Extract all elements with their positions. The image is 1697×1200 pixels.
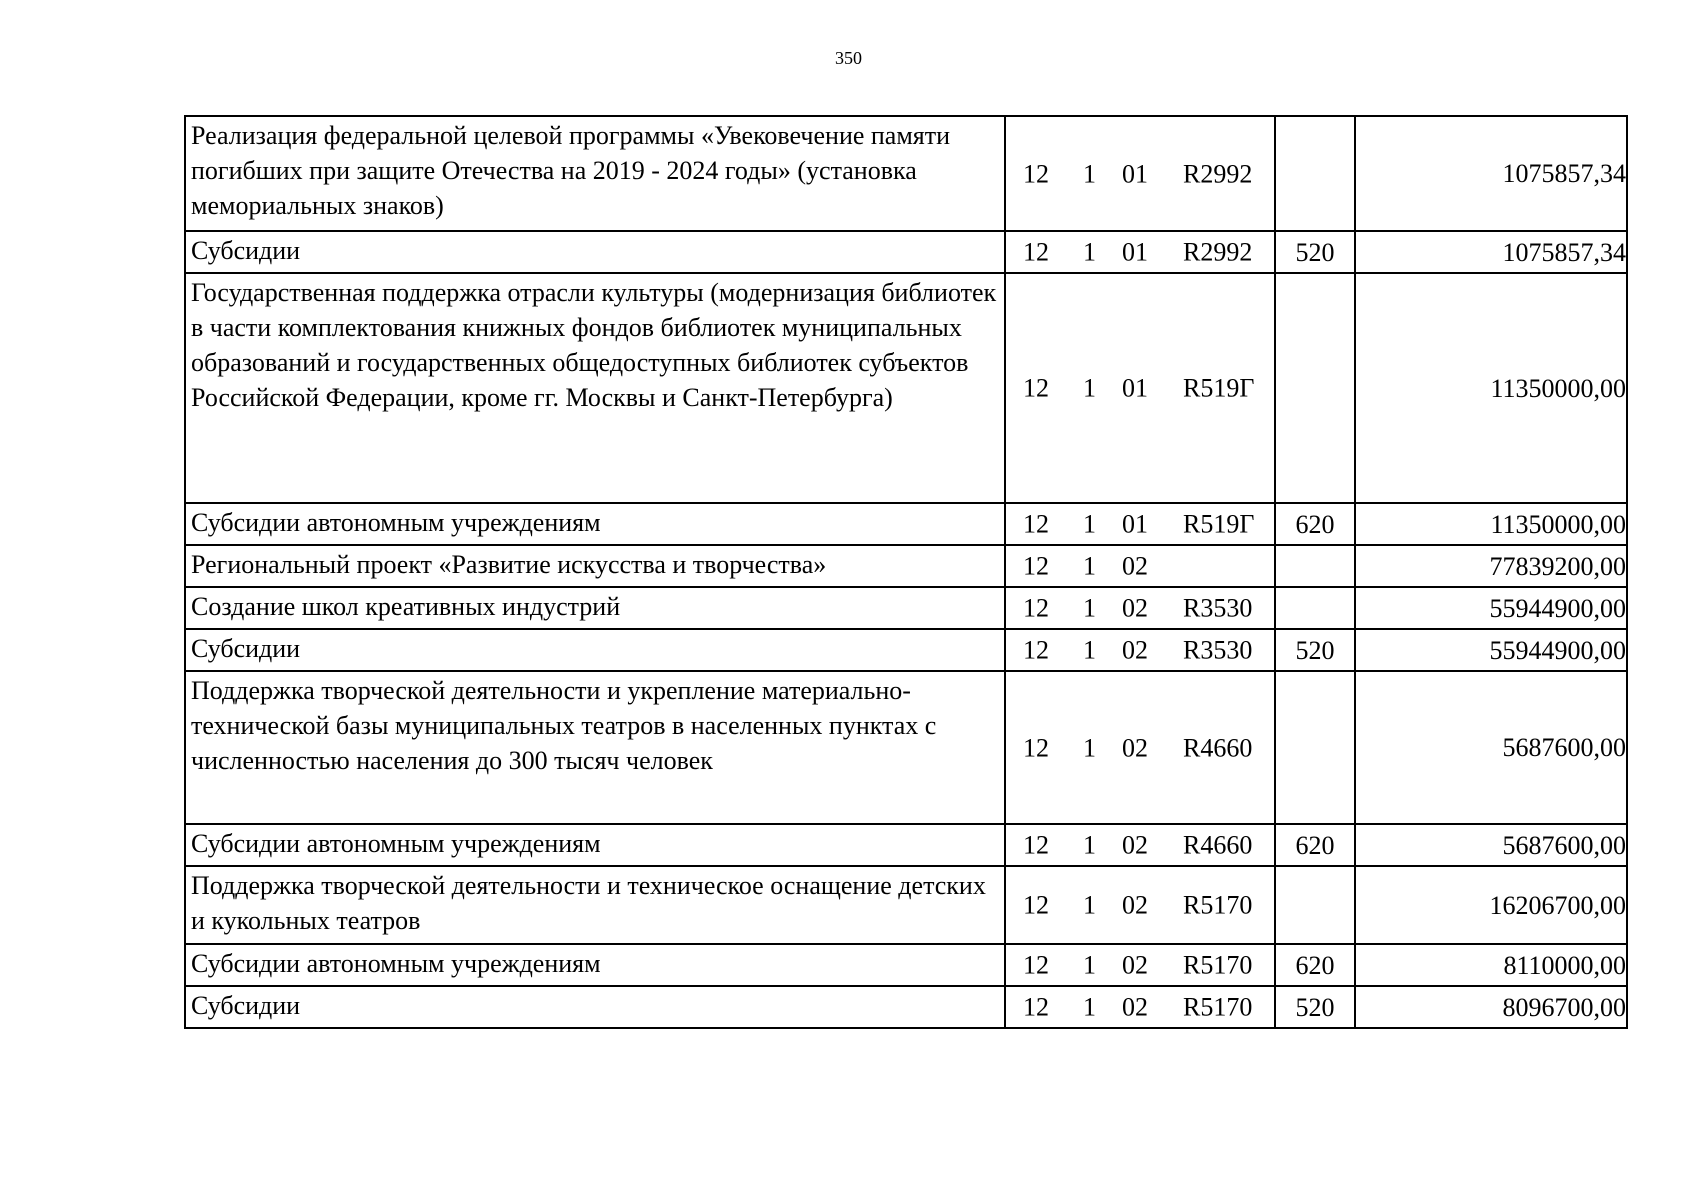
amount: 8096700,00	[1355, 986, 1627, 1028]
row-name: Региональный проект «Развитие искусства и творчества»	[185, 545, 1005, 587]
row-name: Субсидии	[185, 629, 1005, 671]
main-activity-code: 01	[1122, 373, 1148, 403]
subprogram-code: 1	[1083, 593, 1096, 623]
direction-code: R2992	[1183, 159, 1253, 188]
subprogram-code: 1	[1083, 237, 1096, 267]
expense-type-code	[1275, 273, 1355, 503]
amount: 55944900,00	[1355, 629, 1627, 671]
row-name: Субсидии	[185, 231, 1005, 273]
main-activity-code: 02	[1122, 635, 1148, 665]
subprogram-code: 1	[1083, 992, 1096, 1022]
row-codes	[1005, 273, 1275, 503]
table-row	[185, 231, 1627, 273]
direction-code: R2992	[1183, 237, 1253, 267]
main-activity-code: 01	[1122, 237, 1148, 267]
table-row	[185, 944, 1627, 986]
table-row	[185, 587, 1627, 629]
row-codes	[1005, 116, 1275, 231]
direction-code: R5170	[1183, 950, 1253, 980]
row-name: Создание школ креативных индустрий	[185, 587, 1005, 629]
direction-code: R5170	[1183, 890, 1253, 920]
program-code: 12	[1023, 509, 1049, 539]
program-code: 12	[1023, 635, 1049, 665]
amount: 1075857,34	[1355, 231, 1627, 273]
main-activity-code: 02	[1122, 830, 1148, 860]
main-activity-code: 02	[1122, 551, 1148, 581]
program-code: 12	[1023, 159, 1049, 188]
program-code: 12	[1023, 950, 1049, 980]
expense-type-code	[1275, 671, 1355, 824]
row-codes	[1005, 545, 1275, 587]
direction-code: R4660	[1183, 733, 1253, 762]
amount: 77839200,00	[1355, 545, 1627, 587]
subprogram-code: 1	[1083, 830, 1096, 860]
direction-code: R4660	[1183, 830, 1253, 860]
amount: 5687600,00	[1355, 671, 1627, 824]
program-code: 12	[1023, 373, 1049, 403]
main-activity-code: 02	[1122, 950, 1148, 980]
subprogram-code: 1	[1083, 890, 1096, 920]
amount: 55944900,00	[1355, 587, 1627, 629]
expense-type-code: 620	[1275, 944, 1355, 986]
main-activity-code: 02	[1122, 992, 1148, 1022]
expense-type-code: 520	[1275, 986, 1355, 1028]
table-row	[185, 273, 1627, 503]
table-row	[185, 545, 1627, 587]
amount: 8110000,00	[1355, 944, 1627, 986]
subprogram-code: 1	[1083, 509, 1096, 539]
expense-type-code	[1275, 587, 1355, 629]
row-name: Субсидии автономным учреждениям	[185, 503, 1005, 545]
program-code: 12	[1023, 890, 1049, 920]
subprogram-code: 1	[1083, 159, 1096, 188]
amount: 1075857,34	[1355, 116, 1627, 231]
row-codes	[1005, 866, 1275, 944]
page-number: 350	[835, 48, 862, 68]
main-activity-code: 01	[1122, 509, 1148, 539]
subprogram-code: 1	[1083, 733, 1096, 762]
amount: 5687600,00	[1355, 824, 1627, 866]
main-activity-code: 02	[1122, 733, 1148, 762]
row-name: Субсидии автономным учреждениям	[185, 944, 1005, 986]
subprogram-code: 1	[1083, 373, 1096, 403]
expense-type-code	[1275, 116, 1355, 231]
row-name: Поддержка творческой деятельности и укрепление материально-технической базы муниципальных театров в населенных пунктах с численностью населения до 300 тысяч человек	[185, 671, 1005, 824]
program-code: 12	[1023, 237, 1049, 267]
amount: 11350000,00	[1355, 503, 1627, 545]
main-activity-code: 01	[1122, 159, 1148, 188]
direction-code: R519Г	[1183, 373, 1255, 403]
subprogram-code: 1	[1083, 950, 1096, 980]
program-code: 12	[1023, 830, 1049, 860]
amount: 16206700,00	[1355, 866, 1627, 944]
row-codes	[1005, 587, 1275, 629]
table-row	[185, 986, 1627, 1028]
table-row	[185, 116, 1627, 231]
program-code: 12	[1023, 733, 1049, 762]
amount: 11350000,00	[1355, 273, 1627, 503]
row-codes	[1005, 231, 1275, 273]
direction-code: R3530	[1183, 635, 1253, 665]
row-name: Поддержка творческой деятельности и техническое оснащение детских и кукольных театров	[185, 866, 1005, 944]
row-name: Субсидии автономным учреждениям	[185, 824, 1005, 866]
table-row	[185, 824, 1627, 866]
table-row	[185, 671, 1627, 824]
subprogram-code: 1	[1083, 551, 1096, 581]
row-codes	[1005, 629, 1275, 671]
direction-code: R519Г	[1183, 509, 1255, 539]
row-codes	[1005, 824, 1275, 866]
direction-code: R5170	[1183, 992, 1253, 1022]
program-code: 12	[1023, 992, 1049, 1022]
expense-type-code	[1275, 866, 1355, 944]
budget-table	[184, 115, 1628, 1029]
main-activity-code: 02	[1122, 890, 1148, 920]
direction-code: R3530	[1183, 593, 1253, 623]
row-codes	[1005, 986, 1275, 1028]
expense-type-code	[1275, 545, 1355, 587]
row-name: Субсидии	[185, 986, 1005, 1028]
row-name: Реализация федеральной целевой программы «Увековечение памяти погибших при защите Отечества на 2019 - 2024 годы» (установка мемориальных знаков)	[185, 116, 1005, 231]
row-codes	[1005, 944, 1275, 986]
main-activity-code: 02	[1122, 593, 1148, 623]
expense-type-code: 620	[1275, 503, 1355, 545]
subprogram-code: 1	[1083, 635, 1096, 665]
program-code: 12	[1023, 551, 1049, 581]
expense-type-code: 520	[1275, 231, 1355, 273]
row-codes	[1005, 671, 1275, 824]
table-row	[185, 866, 1627, 944]
table-row	[185, 629, 1627, 671]
row-name: Государственная поддержка отрасли культуры (модернизация библиотек в части комплектования книжных фондов библиотек муниципальных образований и государственных общедоступных библиотек субъектов Российской Федерации, кроме гг. Москвы и Санкт-Петербурга)	[185, 273, 1005, 503]
expense-type-code: 520	[1275, 629, 1355, 671]
table-row	[185, 503, 1627, 545]
expense-type-code: 620	[1275, 824, 1355, 866]
row-codes	[1005, 503, 1275, 545]
program-code: 12	[1023, 593, 1049, 623]
